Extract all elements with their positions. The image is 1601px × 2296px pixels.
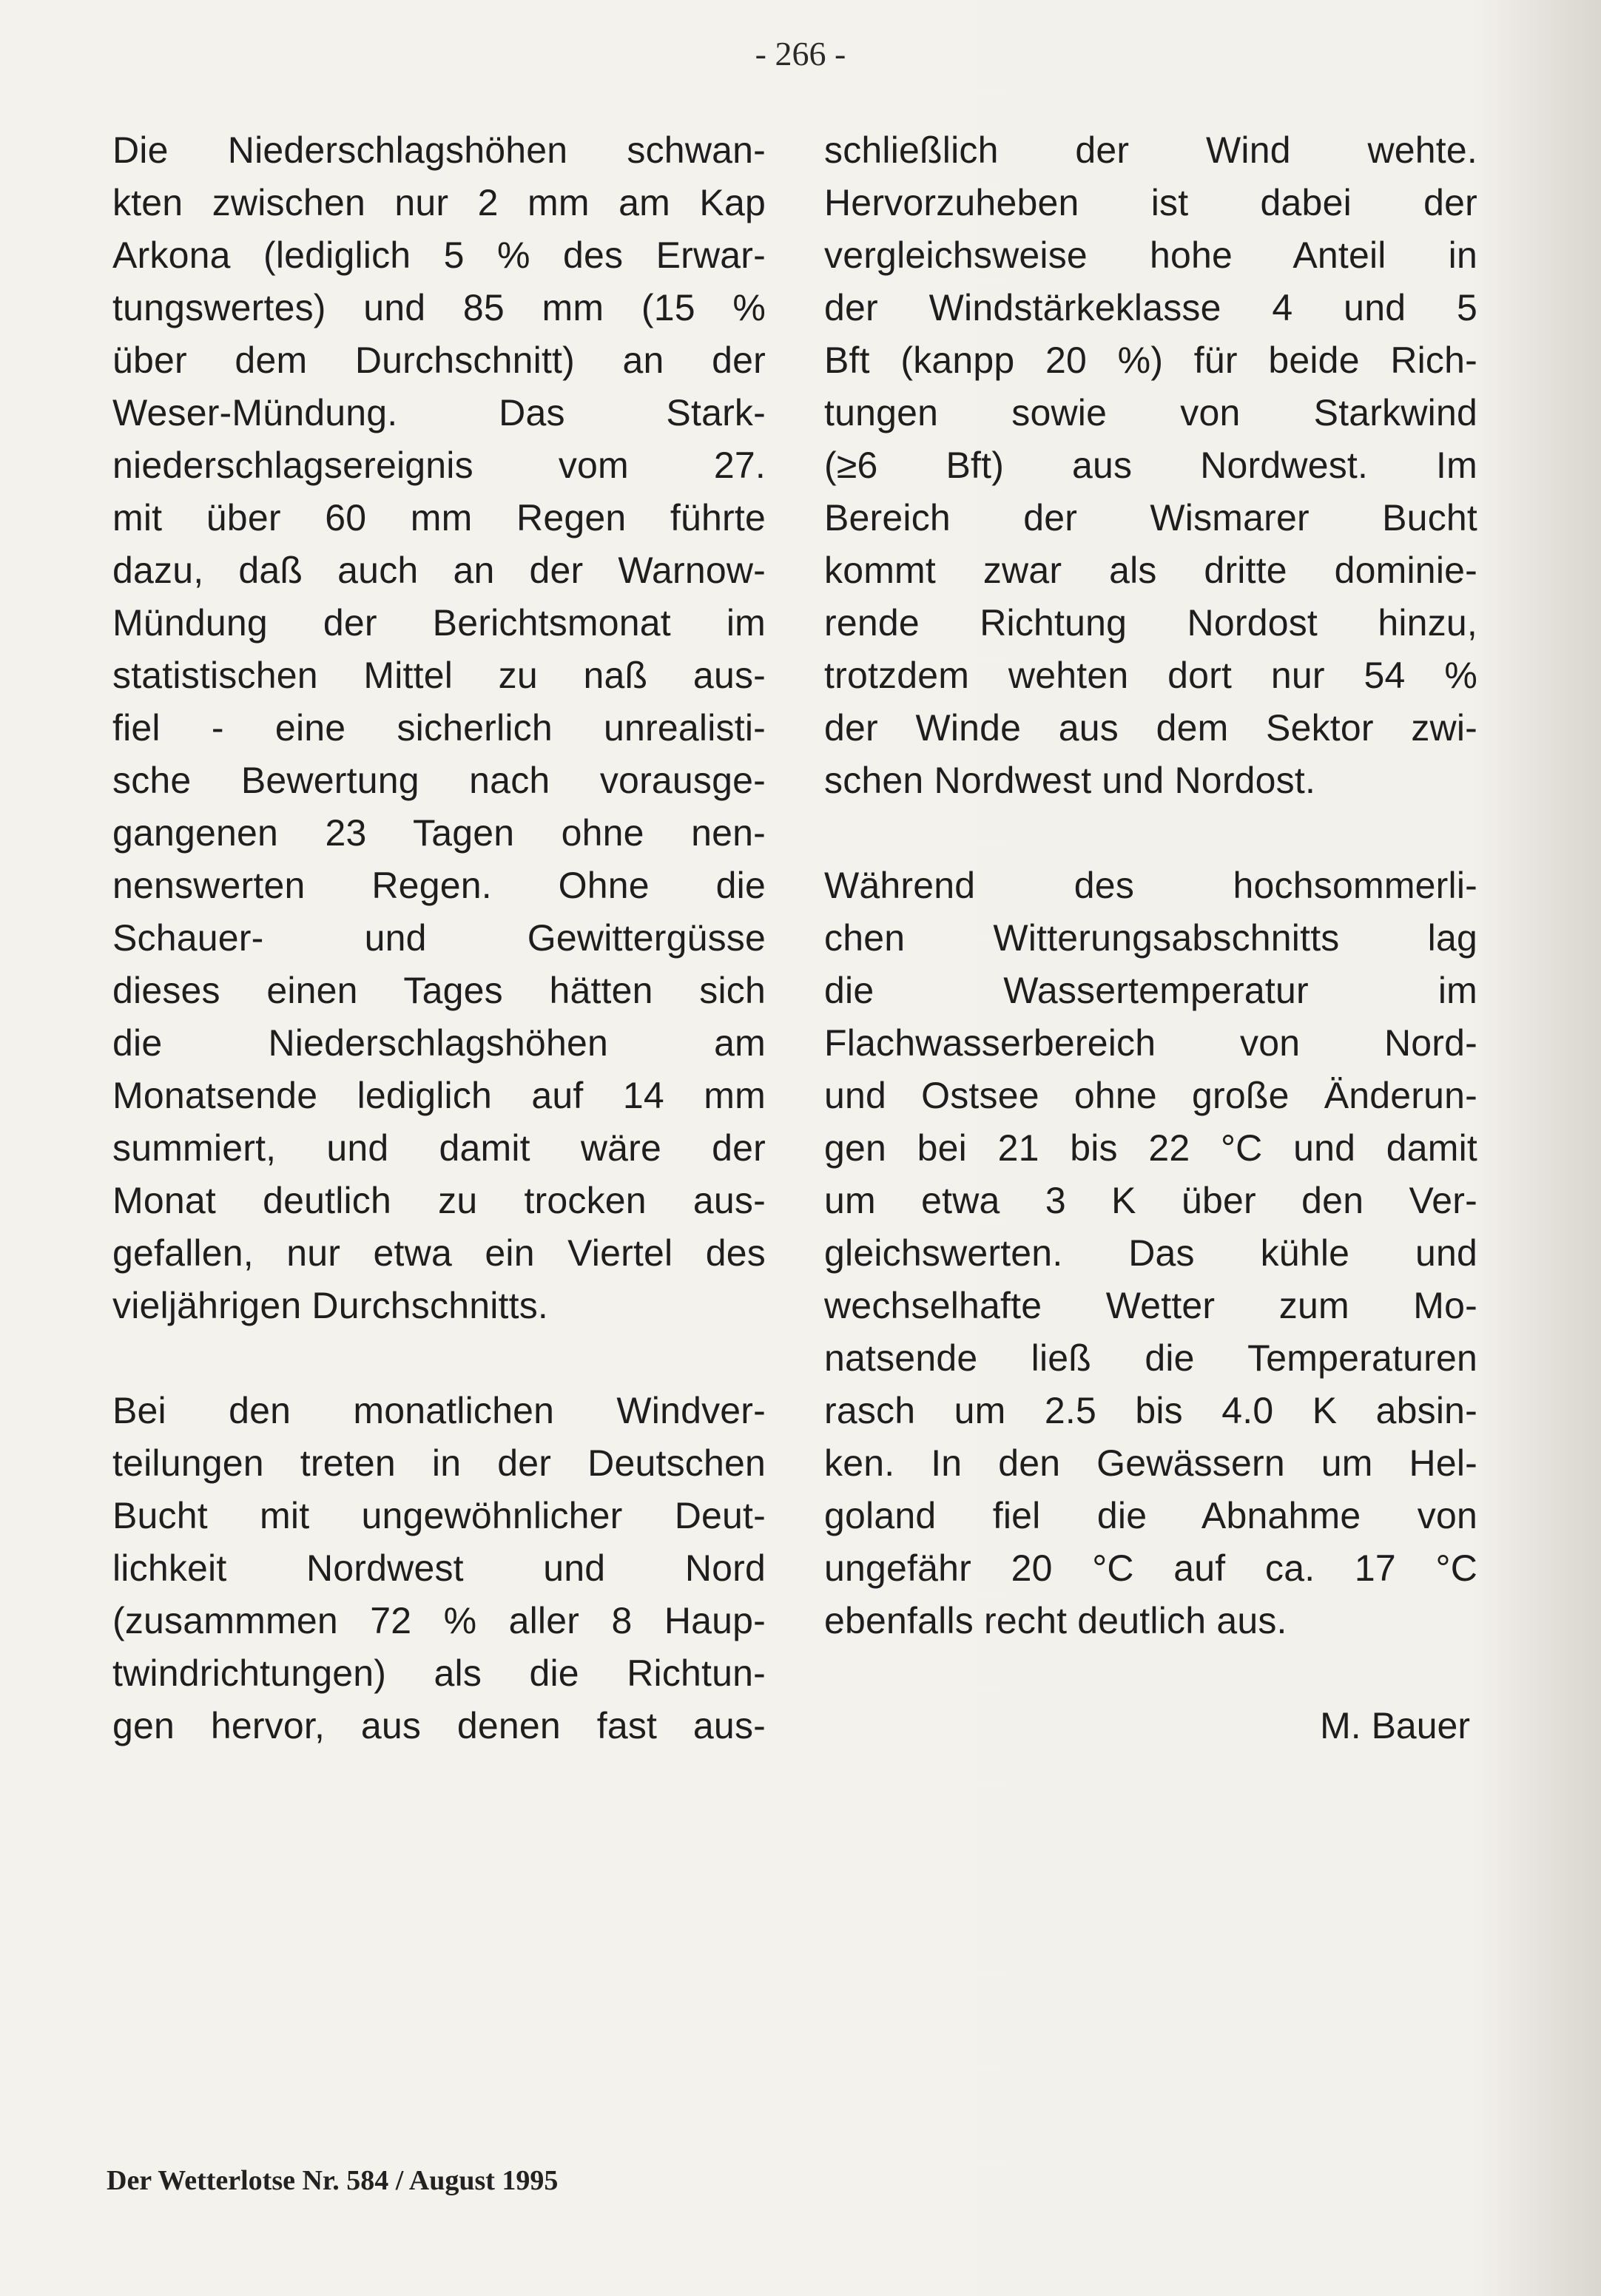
text-line: gen hervor, aus denen fast aus- bbox=[112, 1705, 766, 1746]
text-line: die Wassertemperatur im bbox=[824, 970, 1477, 1011]
text-line: Bereich der Wismarer Bucht bbox=[824, 497, 1477, 538]
text-line: niederschlagsereignis vom 27. bbox=[112, 445, 766, 486]
text-line: dieses einen Tages hätten sich bbox=[112, 970, 766, 1011]
text-line: Weser-Mündung. Das Stark- bbox=[112, 392, 766, 433]
left-paragraph-1 bbox=[112, 124, 766, 1332]
text-line: ungefähr 20 °C auf ca. 17 °C bbox=[824, 1547, 1477, 1589]
text-line: trotzdem wehten dort nur 54 % bbox=[824, 655, 1477, 696]
text-line: mit über 60 mm Regen führte bbox=[112, 497, 766, 538]
page-number: - 266 - bbox=[755, 35, 846, 72]
paragraph-gap bbox=[112, 1332, 766, 1385]
text-line: gefallen, nur etwa ein Viertel des bbox=[112, 1232, 766, 1274]
text-line: Mündung der Berichtsmonat im bbox=[112, 602, 766, 644]
text-line: über dem Durchschnitt) an der bbox=[112, 340, 766, 381]
text-line: kten zwischen nur 2 mm am Kap bbox=[112, 182, 766, 223]
text-line: gleichswerten. Das kühle und bbox=[824, 1232, 1477, 1274]
left-paragraph-2 bbox=[112, 1385, 766, 1752]
right-paragraph-2 bbox=[824, 860, 1477, 1647]
text-line: Bft (kanpp 20 %) für beide Rich- bbox=[824, 340, 1477, 381]
text-line: rasch um 2.5 bis 4.0 K absin- bbox=[824, 1390, 1477, 1431]
left-column bbox=[112, 124, 766, 1752]
text-line: (zusammmen 72 % aller 8 Haup- bbox=[112, 1600, 766, 1641]
text-line: Die Niederschlagshöhen schwan- bbox=[112, 129, 766, 171]
text-line: nenswerten Regen. Ohne die bbox=[112, 865, 766, 906]
text-line: Monatsende lediglich auf 14 mm bbox=[112, 1075, 766, 1116]
text-line: schließlich der Wind wehte. bbox=[824, 129, 1477, 171]
text-line: Arkona (lediglich 5 % des Erwar- bbox=[112, 234, 766, 276]
text-line: Hervorzuheben ist dabei der bbox=[824, 182, 1477, 223]
text-line: natsende ließ die Temperaturen bbox=[824, 1337, 1477, 1379]
text-line: gen bei 21 bis 22 °C und damit bbox=[824, 1127, 1477, 1169]
text-line: dazu, daß auch an der Warnow- bbox=[112, 550, 766, 591]
text-line: Flachwasserbereich von Nord- bbox=[824, 1022, 1477, 1064]
text-line: und Ostsee ohne große Änderun- bbox=[824, 1075, 1477, 1116]
text-line: summiert, und damit wäre der bbox=[112, 1127, 766, 1169]
text-line: gangenen 23 Tagen ohne nen- bbox=[112, 812, 766, 854]
text-line: goland fiel die Abnahme von bbox=[824, 1495, 1477, 1536]
text-line: um etwa 3 K über den Ver- bbox=[824, 1180, 1477, 1221]
text-line: wechselhafte Wetter zum Mo- bbox=[824, 1285, 1477, 1326]
right-paragraph-1 bbox=[824, 124, 1477, 807]
text-line: Bei den monatlichen Windver- bbox=[112, 1390, 766, 1431]
footer: Der Wetterlotse Nr. 584 / August 1995 bbox=[107, 2165, 559, 2196]
text-line: fiel - eine sicherlich unrealisti- bbox=[112, 707, 766, 749]
text-line: rende Richtung Nordost hinzu, bbox=[824, 602, 1477, 644]
text-line: der Windstärkeklasse 4 und 5 bbox=[824, 287, 1477, 328]
text-line: tungswertes) und 85 mm (15 % bbox=[112, 287, 766, 328]
text-line: statistischen Mittel zu naß aus- bbox=[112, 655, 766, 696]
text-line: Bucht mit ungewöhnlicher Deut- bbox=[112, 1495, 766, 1536]
text-line: chen Witterungsabschnitts lag bbox=[824, 917, 1477, 959]
author-signature: M. Bauer bbox=[1320, 1705, 1470, 1746]
text-line: ken. In den Gewässern um Hel- bbox=[824, 1442, 1477, 1484]
text-line: vergleichsweise hohe Anteil in bbox=[824, 234, 1477, 276]
text-line: lichkeit Nordwest und Nord bbox=[112, 1547, 766, 1589]
text-line: Während des hochsommerli- bbox=[824, 865, 1477, 906]
text-line: twindrichtungen) als die Richtun- bbox=[112, 1652, 766, 1694]
paragraph-gap bbox=[824, 807, 1477, 860]
text-line: die Niederschlagshöhen am bbox=[112, 1022, 766, 1064]
right-column bbox=[824, 124, 1477, 1752]
text-line: tungen sowie von Starkwind bbox=[824, 392, 1477, 433]
text-line: sche Bewertung nach vorausge- bbox=[112, 760, 766, 801]
text-line: schen Nordwest und Nordost. bbox=[824, 760, 1316, 801]
text-line: teilungen treten in der Deutschen bbox=[112, 1442, 766, 1484]
text-line: vieljährigen Durchschnitts. bbox=[112, 1285, 548, 1326]
text-line: ebenfalls recht deutlich aus. bbox=[824, 1600, 1287, 1641]
text-line: (≥6 Bft) aus Nordwest. Im bbox=[824, 445, 1477, 486]
text-line: kommt zwar als dritte dominie- bbox=[824, 550, 1477, 591]
text-line: Monat deutlich zu trocken aus- bbox=[112, 1180, 766, 1221]
text-line: der Winde aus dem Sektor zwi- bbox=[824, 707, 1477, 749]
text-line: Schauer- und Gewittergüsse bbox=[112, 917, 766, 959]
